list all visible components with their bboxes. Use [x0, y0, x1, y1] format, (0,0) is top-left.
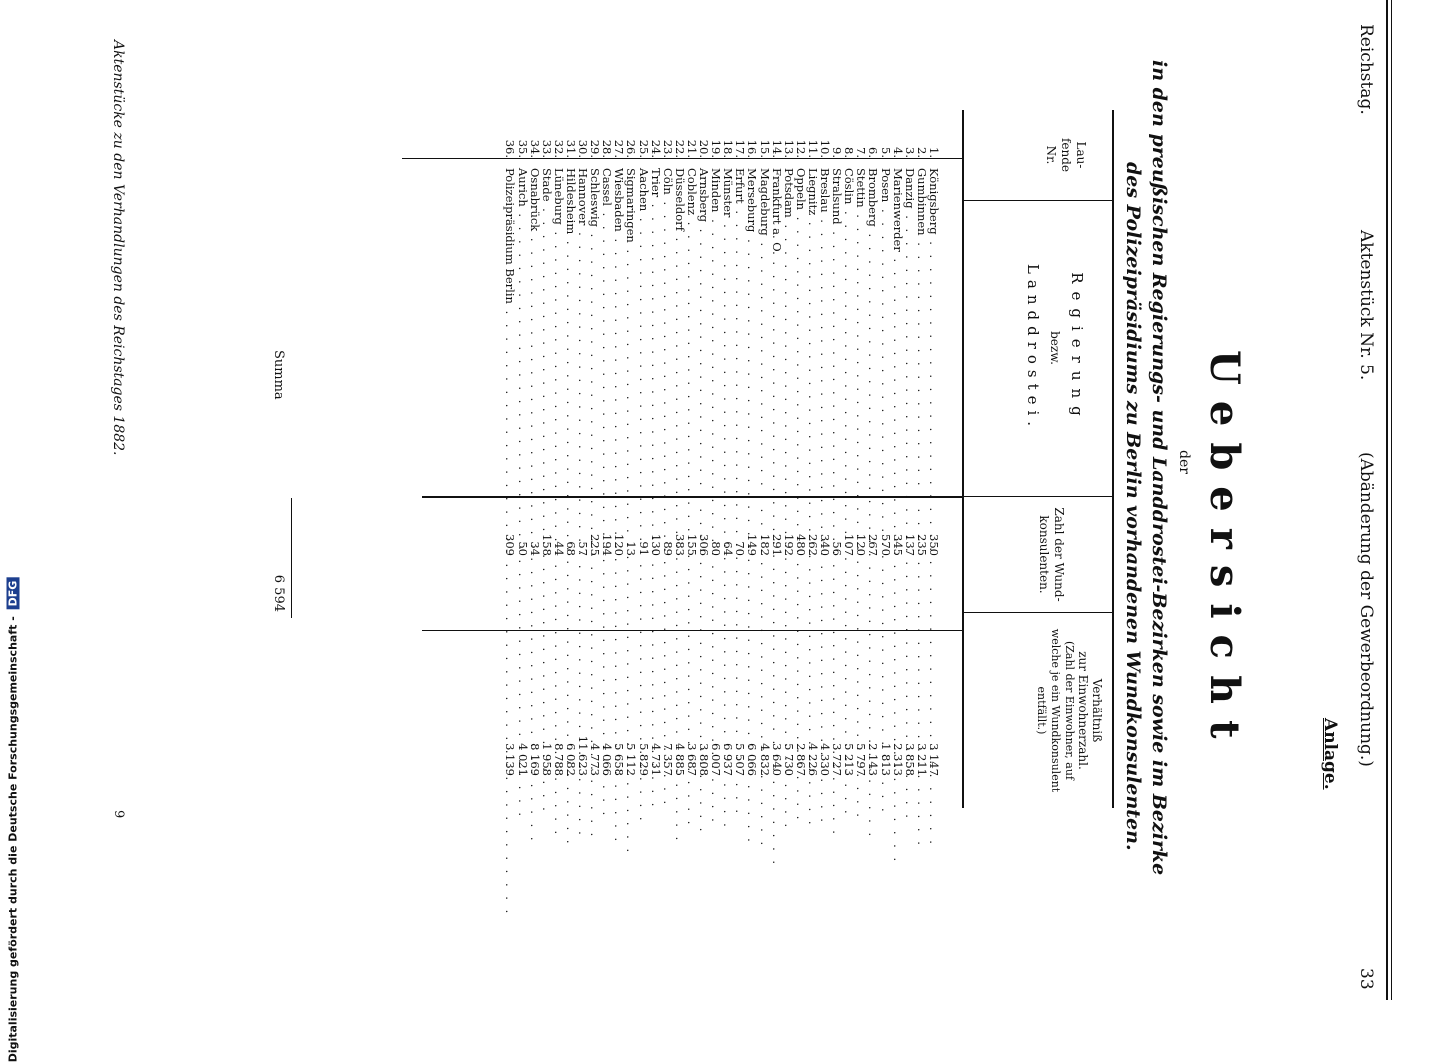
row-number: 33.	[539, 139, 554, 158]
row-name: Stralsund . . .	[831, 168, 843, 428]
table-row	[783, 96, 795, 816]
table-row	[771, 96, 783, 816]
dfg-logo: DFG	[7, 578, 20, 610]
table-row	[734, 96, 746, 816]
table-row	[577, 96, 589, 816]
row-number: 23.	[660, 139, 675, 158]
row-number: 13.	[781, 139, 796, 158]
col-header-regierung-2: bezw.	[1048, 331, 1062, 365]
page-title: Uebersicht	[1201, 350, 1248, 755]
row-name: Wiesbaden . . .	[613, 168, 625, 428]
table-row	[722, 96, 734, 816]
row-zahl: 149	[745, 534, 760, 556]
dfg-text: Digitalisierung gefördert durch die Deutsche Forschungsgemeinschaft -	[6, 616, 20, 1062]
row-name: Aurich . . .	[517, 168, 529, 428]
col-header-regierung	[1022, 200, 1088, 496]
row-number: 27.	[612, 139, 627, 158]
row-verhaeltnis: 7 357	[660, 743, 675, 776]
row-number: 2.	[914, 147, 929, 158]
row-zahl: 340	[818, 534, 833, 556]
row-number: 29.	[588, 139, 603, 158]
row-number: 14.	[769, 139, 784, 158]
table-row	[674, 96, 686, 816]
row-name: Arnsberg . . .	[698, 168, 710, 428]
table-row	[662, 96, 674, 816]
table-row	[819, 96, 831, 816]
row-name: Frankfurt a. O. . . .	[771, 168, 783, 428]
row-name: Minden . . .	[710, 168, 722, 428]
table-row	[553, 96, 565, 816]
row-name: Gumbinnen . . .	[916, 168, 928, 428]
row-verhaeltnis: 1 813	[878, 743, 893, 776]
row-name: Danzig . . .	[904, 168, 916, 428]
row-verhaeltnis: 5 730	[781, 743, 796, 776]
row-zahl: 68	[564, 541, 578, 556]
row-name: Stade . . .	[541, 168, 553, 428]
row-verhaeltnis: 5 213	[842, 743, 857, 776]
row-name: Cassel . . .	[601, 168, 613, 428]
row-number: 3.	[902, 147, 917, 158]
table-row	[565, 96, 577, 816]
row-number: 11.	[806, 139, 820, 158]
col-header-verh-5: entfällt.)	[1035, 686, 1048, 735]
row-verhaeltnis: 11 623	[576, 735, 591, 776]
footer-page-number: 9	[111, 810, 126, 819]
table-row	[747, 96, 759, 816]
subtitle-line-2: des Polizeipräsidiums zu Berlin vorhandenen Wundkonsulenten.	[1122, 162, 1144, 851]
row-verhaeltnis: 6 066	[745, 743, 760, 776]
header-center: Aktenstück Nr. 5.	[1356, 230, 1376, 381]
row-name: Oppeln . . .	[795, 168, 807, 428]
row-number: 7.	[854, 147, 869, 158]
col-header-zahl-1: Zahl der Wund-	[1052, 507, 1066, 602]
table-row	[505, 96, 517, 816]
row-verhaeltnis: 5 112	[624, 743, 639, 776]
table-row	[626, 96, 638, 816]
row-zahl: 50	[515, 541, 530, 556]
summa-value: 6 594	[271, 574, 286, 612]
row-name: Osnabrück . . .	[529, 168, 541, 428]
col-header-verh-2: zur Einwohnerzahl.	[1076, 651, 1090, 770]
col-header-regierung-1: Regierung	[1068, 272, 1086, 424]
row-verhaeltnis: 4 066	[600, 743, 615, 776]
row-name: Polizeipräsidium Berlin . . .	[505, 168, 517, 428]
row-verhaeltnis: 5 507	[733, 743, 748, 776]
row-verhaeltnis: 3 147	[927, 743, 941, 776]
row-name: Posen . . .	[880, 168, 892, 428]
row-zahl: 70	[733, 541, 748, 556]
row-zahl: 137	[902, 534, 917, 556]
row-zahl: 91	[636, 541, 651, 556]
table-row	[589, 96, 601, 816]
row-number: 6.	[866, 147, 881, 158]
row-zahl: 155	[685, 534, 699, 556]
row-name: Marienwerder . . .	[892, 168, 904, 428]
row-verhaeltnis: 4 773	[588, 743, 603, 776]
row-number: 18.	[721, 139, 736, 158]
row-number: 21.	[685, 139, 699, 158]
row-name: Coblenz . . .	[686, 168, 698, 428]
row-verhaeltnis: 2 867	[793, 743, 808, 776]
row-zahl: 120	[854, 534, 869, 556]
col-header-verh-4: welche je ein Wundkonsulent	[1049, 628, 1062, 793]
row-number: 22.	[672, 139, 687, 158]
header-left: Reichstag.	[1356, 24, 1376, 115]
table-row	[650, 96, 662, 816]
table-row	[868, 96, 880, 816]
row-zahl: 225	[588, 534, 603, 556]
row-verhaeltnis: 3 640	[769, 743, 784, 776]
row-zahl: 480	[793, 534, 808, 556]
table-top-rule	[1112, 110, 1114, 808]
row-number: 26.	[624, 139, 639, 158]
row-number: 35.	[515, 139, 530, 158]
row-verhaeltnis: 4 330	[818, 743, 833, 776]
row-zahl: 44	[551, 541, 566, 556]
row-verhaeltnis: 4 832	[757, 743, 772, 776]
row-zahl: 306	[697, 534, 712, 556]
table-row	[698, 96, 710, 816]
row-verhaeltnis: 8 169	[527, 743, 542, 776]
table-row	[710, 96, 722, 816]
row-number: 12.	[793, 139, 808, 158]
table-body	[500, 96, 940, 816]
table-row	[613, 96, 625, 816]
table-row	[843, 96, 855, 816]
col-header-regierung-3: Landdrostei.	[1024, 263, 1042, 433]
row-name: Hildesheim . . .	[565, 168, 577, 428]
table-row	[928, 96, 940, 816]
row-name: Merseburg . . .	[747, 168, 759, 428]
row-zahl: 291	[769, 534, 784, 556]
row-name: Düsseldorf . . .	[674, 168, 686, 428]
col-header-nr	[1043, 112, 1088, 198]
row-zahl: 383	[672, 534, 687, 556]
row-number: 17.	[733, 139, 748, 158]
table-row	[541, 96, 553, 816]
row-name: Stettin . . .	[855, 168, 867, 428]
row-zahl: 13	[624, 541, 639, 556]
col-header-verhaeltnis	[1034, 613, 1104, 808]
row-zahl: 182	[757, 534, 772, 556]
row-verhaeltnis: 3 211	[914, 743, 929, 776]
row-name: Erfurt . . .	[734, 168, 746, 428]
row-zahl: 309	[503, 534, 518, 556]
row-number: 20.	[697, 139, 712, 158]
row-number: 9.	[830, 147, 845, 158]
row-verhaeltnis: 5 829	[636, 743, 651, 776]
row-number: 19.	[709, 139, 724, 158]
col-header-verh-3: (Zahl der Einwohner, auf	[1063, 640, 1076, 780]
row-zahl: 192	[781, 534, 796, 556]
row-number: 31.	[564, 139, 578, 158]
row-name: Cöln . . .	[662, 168, 674, 428]
row-zahl: 34	[527, 541, 542, 556]
table-row	[855, 96, 867, 816]
row-zahl: 89	[660, 541, 675, 556]
row-verhaeltnis: 6 007	[709, 743, 724, 776]
row-verhaeltnis: 1 958	[539, 743, 554, 776]
row-name: Hannover . . .	[577, 168, 589, 428]
row-zahl: 80	[709, 541, 724, 556]
row-zahl: 235	[914, 534, 929, 556]
col-header-verh-1: Verhältniß	[1090, 678, 1104, 743]
row-name: Liegnitz . . .	[807, 168, 819, 428]
table-row	[529, 96, 541, 816]
row-verhaeltnis: 6 937	[721, 743, 736, 776]
row-verhaeltnis: 4 021	[515, 743, 530, 776]
row-number: 8.	[842, 147, 857, 158]
title-der: der	[1176, 450, 1192, 474]
row-zahl: 267	[866, 534, 881, 556]
table-row	[831, 96, 843, 816]
row-name: Potsdam . . .	[783, 168, 795, 428]
row-verhaeltnis: 8 788	[551, 743, 566, 776]
col-header-nr-2: fende	[1059, 137, 1073, 173]
row-number: 32.	[551, 139, 566, 158]
table-row	[686, 96, 698, 816]
row-zahl: 158	[539, 534, 554, 556]
row-name: Schleswig . . .	[589, 168, 601, 428]
row-number: 4.	[890, 147, 905, 158]
subtitle-line-1: in den preußischen Regierungs- und Landdrostei-Bezirken sowie im Bezirke	[1148, 60, 1170, 876]
row-verhaeltnis: 4 226	[806, 743, 820, 776]
row-number: 10.	[818, 139, 833, 158]
row-verhaeltnis: 4 731	[648, 743, 663, 776]
table-header-rule	[962, 110, 964, 808]
row-name: Lüneburg . . .	[553, 168, 565, 428]
row-number: 5.	[878, 147, 893, 158]
row-verhaeltnis: 4 885	[672, 743, 687, 776]
row-zahl: 262	[806, 534, 820, 556]
row-verhaeltnis: 3 727	[830, 743, 845, 776]
table-row	[638, 96, 650, 816]
row-zahl: 57	[576, 541, 591, 556]
row-verhaeltnis: 2 143	[866, 743, 881, 776]
table-row	[517, 96, 529, 816]
table-row	[892, 96, 904, 816]
table-row	[916, 96, 928, 816]
row-zahl: 570	[878, 534, 893, 556]
row-zahl: 120	[612, 534, 627, 556]
row-zahl: 194	[600, 534, 615, 556]
row-number: 28.	[600, 139, 615, 158]
row-verhaeltnis: 6 082	[564, 743, 578, 776]
row-number: 16.	[745, 139, 760, 158]
row-name: Bromberg . . .	[868, 168, 880, 428]
header-rule-thin	[1391, 0, 1392, 1000]
table-row	[904, 96, 916, 816]
row-verhaeltnis: 3 687	[685, 743, 699, 776]
header-rule	[1386, 0, 1388, 1000]
summa-rule	[291, 498, 292, 618]
row-name: Cöslin . . .	[843, 168, 855, 428]
table-row	[880, 96, 892, 816]
col-header-nr-1: Lau-	[1074, 141, 1088, 169]
row-number: 25.	[636, 139, 651, 158]
footer-source: Aktenstücke zu den Verhandlungen des Reichstages 1882.	[110, 40, 126, 456]
col-header-zahl-2: konsulenten.	[1037, 515, 1051, 594]
row-name: Sigmaringen . . .	[626, 168, 638, 428]
col-header-nr-3: Nr.	[1044, 145, 1058, 165]
row-name: Münster . . .	[722, 168, 734, 428]
row-zahl: 345	[890, 534, 905, 556]
row-number: 30.	[576, 139, 591, 158]
row-verhaeltnis: 3 139	[503, 743, 518, 776]
table-row	[807, 96, 819, 816]
row-number: 1.	[927, 147, 941, 158]
row-number: 34.	[527, 139, 542, 158]
row-number: 36.	[503, 139, 518, 158]
row-zahl: 130	[648, 534, 663, 556]
table-row	[795, 96, 807, 816]
col-header-zahl	[1036, 497, 1066, 612]
row-verhaeltnis: 3 808	[697, 743, 712, 776]
row-verhaeltnis: 2 313	[890, 743, 905, 776]
row-zahl: 56	[830, 541, 845, 556]
row-number: 24.	[648, 139, 663, 158]
row-verhaeltnis: 5 658	[612, 743, 627, 776]
table-row	[759, 96, 771, 816]
row-name: Breslau . . .	[819, 168, 831, 428]
row-name: Königsberg . . .	[928, 168, 940, 428]
row-verhaeltnis: 3 858	[902, 743, 917, 776]
anlage-label: Anlage.	[1320, 718, 1340, 790]
page-number: 33	[1356, 968, 1376, 990]
row-zahl: 64	[721, 541, 736, 556]
row-zahl: 350	[927, 534, 941, 556]
row-name: Magdeburg . . .	[759, 168, 771, 428]
header-right: (Abänderung der Gewerbeordnung.)	[1356, 452, 1376, 767]
row-zahl: 107	[842, 534, 857, 556]
row-name: Trier . . .	[650, 168, 662, 428]
row-name: Aachen . . .	[638, 168, 650, 428]
row-number: 15.	[757, 139, 772, 158]
table-row	[601, 96, 613, 816]
summa-label: Summa	[271, 350, 286, 400]
row-verhaeltnis: 5 797	[854, 743, 869, 776]
